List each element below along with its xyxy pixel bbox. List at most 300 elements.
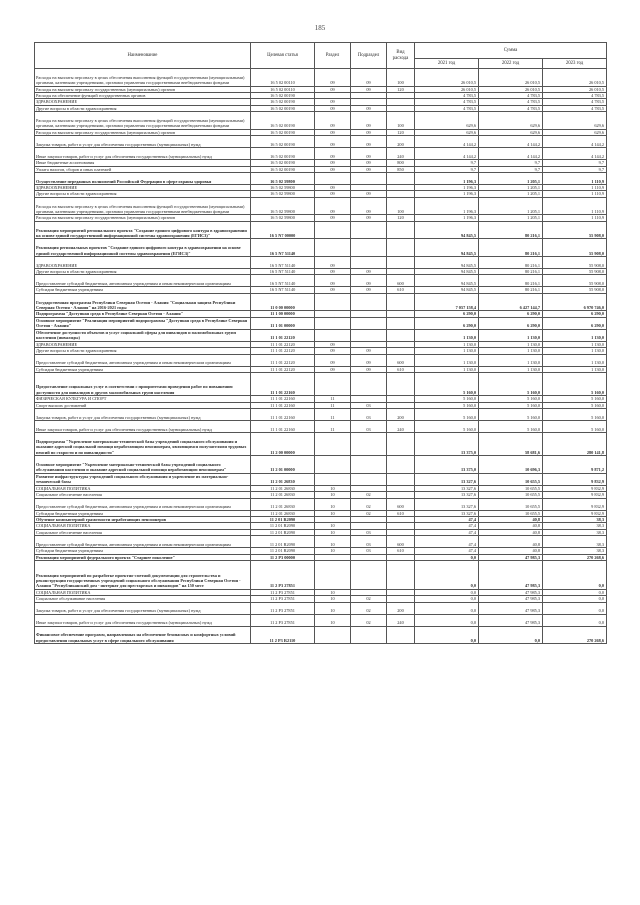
row-amount-2021: 94 845,5 bbox=[415, 275, 479, 287]
table-row bbox=[35, 614, 607, 626]
row-amount-2023: 6 970 746,0 bbox=[543, 293, 607, 311]
row-amount-2021: 1 196,3 bbox=[415, 185, 479, 191]
row-subsection: 02 bbox=[351, 510, 387, 516]
row-expense-type: 610 bbox=[387, 366, 415, 372]
row-subsection bbox=[351, 173, 387, 185]
row-amount-2021: 4 783,5 bbox=[415, 99, 479, 105]
row-name: Предоставление субсидий бюджетным, автономным учреждениям и иным некоммерческим организациям bbox=[35, 354, 251, 366]
row-amount-2022: 1 205,1 bbox=[479, 197, 543, 215]
row-amount-2023: 9,7 bbox=[543, 160, 607, 166]
row-section bbox=[315, 626, 351, 644]
row-expense-type bbox=[387, 433, 415, 456]
row-amount-2023: 0,0 bbox=[543, 602, 607, 614]
row-amount-2022: 5 160,0 bbox=[479, 409, 543, 421]
row-target-code: 11 1 01 22120 bbox=[251, 348, 315, 354]
table-row bbox=[35, 197, 607, 215]
row-amount-2022: 10 696,3 bbox=[479, 456, 543, 474]
row-subsection: 09 bbox=[351, 354, 387, 366]
row-expense-type: 100 bbox=[387, 197, 415, 215]
row-name: Расходы на выплаты персоналу государственных (муниципальных) органов bbox=[35, 215, 251, 221]
row-amount-2022: 5 160,0 bbox=[479, 373, 543, 396]
row-name: Субсидии бюджетным учреждениям bbox=[35, 510, 251, 516]
row-name: Обеспечение доступности объектов и услуг социальной сферы для инвалидов и маломобильных групп населения (инвалиды) bbox=[35, 329, 251, 341]
row-amount-2022: 10 655,5 bbox=[479, 492, 543, 498]
row-amount-2022: 5 160,0 bbox=[479, 421, 543, 433]
row-subsection bbox=[351, 373, 387, 396]
row-amount-2022: 5 160,0 bbox=[479, 402, 543, 408]
row-target-code: 16 5 N7 51140 bbox=[251, 269, 315, 275]
row-amount-2022: 40,8 bbox=[479, 523, 543, 529]
row-target-code: 16 5 N7 51140 bbox=[251, 239, 315, 257]
row-amount-2022: 629,6 bbox=[479, 129, 543, 135]
row-name: Иные закупки товаров, работ и услуг для обеспечения государственных (муниципальных) нужд bbox=[35, 614, 251, 626]
row-amount-2021: 94 845,5 bbox=[415, 257, 479, 269]
row-amount-2023: 9 832,9 bbox=[543, 510, 607, 516]
row-name: Другие вопросы в области здравоохранения bbox=[35, 348, 251, 354]
row-amount-2022: 47 985,3 bbox=[479, 589, 543, 595]
row-amount-2023: 6 290,0 bbox=[543, 311, 607, 317]
row-subsection: 02 bbox=[351, 596, 387, 602]
row-subsection bbox=[351, 433, 387, 456]
row-amount-2023: 55 908,0 bbox=[543, 257, 607, 269]
row-name: Закупка товаров, работ и услуг для обеспечения государственных (муниципальных) нужд bbox=[35, 602, 251, 614]
row-amount-2021: 7 057 158,4 bbox=[415, 293, 479, 311]
row-amount-2021: 0,0 bbox=[415, 614, 479, 626]
row-section: 09 bbox=[315, 86, 351, 92]
row-amount-2021: 13 327,6 bbox=[415, 492, 479, 498]
row-section: 09 bbox=[315, 275, 351, 287]
row-amount-2021: 1 196,3 bbox=[415, 215, 479, 221]
row-amount-2022: 0,0 bbox=[479, 626, 543, 644]
row-amount-2023: 6 290,0 bbox=[543, 317, 607, 329]
page-number: 185 bbox=[314, 24, 326, 32]
row-amount-2023: 0,0 bbox=[543, 596, 607, 602]
row-name: Предоставление субсидий бюджетным, автономным учреждениям и иным некоммерческим организациям bbox=[35, 275, 251, 287]
row-target-code: 11 2 01 26830 bbox=[251, 510, 315, 516]
table-row bbox=[35, 69, 607, 87]
row-expense-type bbox=[387, 626, 415, 644]
row-amount-2021: 1 130,0 bbox=[415, 366, 479, 372]
table-row bbox=[35, 456, 607, 474]
row-amount-2022: 10 655,5 bbox=[479, 485, 543, 491]
row-target-code: 11 2 01 R2090 bbox=[251, 536, 315, 548]
row-name: Реализация мероприятий федерального проекта "Старшее поколение" bbox=[35, 554, 251, 560]
row-amount-2022: 1 130,0 bbox=[479, 329, 543, 341]
row-target-code: 11 2 01 R2090 bbox=[251, 517, 315, 523]
row-amount-2021: 94 845,5 bbox=[415, 221, 479, 239]
row-expense-type: 200 bbox=[387, 136, 415, 148]
row-expense-type: 120 bbox=[387, 129, 415, 135]
row-section: 11 bbox=[315, 409, 351, 421]
row-amount-2021: 1 130,0 bbox=[415, 354, 479, 366]
row-amount-2022: 1 205,1 bbox=[479, 215, 543, 221]
row-expense-type bbox=[387, 561, 415, 590]
table-row bbox=[35, 498, 607, 510]
row-target-code: 11 2 P3 00000 bbox=[251, 554, 315, 560]
row-amount-2021: 26 010,5 bbox=[415, 69, 479, 87]
row-expense-type: 240 bbox=[387, 148, 415, 160]
row-amount-2022: 1 130,0 bbox=[479, 354, 543, 366]
row-amount-2022: 47 985,3 bbox=[479, 614, 543, 626]
row-name: Субсидии бюджетным учреждениям bbox=[35, 287, 251, 293]
row-section bbox=[315, 561, 351, 590]
row-amount-2021: 13 327,6 bbox=[415, 473, 479, 485]
row-section: 09 bbox=[315, 269, 351, 275]
row-amount-2021: 47,4 bbox=[415, 536, 479, 548]
row-amount-2022: 6 290,0 bbox=[479, 311, 543, 317]
row-subsection: 09 bbox=[351, 69, 387, 87]
row-amount-2022: 9,7 bbox=[479, 166, 543, 172]
row-amount-2022: 5 160,0 bbox=[479, 396, 543, 402]
row-amount-2022: 47 985,3 bbox=[479, 561, 543, 590]
row-amount-2023: 38,3 bbox=[543, 548, 607, 554]
row-amount-2023: 9 832,9 bbox=[543, 498, 607, 510]
row-amount-2021: 4 144,2 bbox=[415, 136, 479, 148]
row-amount-2022: 40,8 bbox=[479, 529, 543, 535]
row-amount-2023: 629,6 bbox=[543, 129, 607, 135]
row-section bbox=[315, 239, 351, 257]
row-expense-type bbox=[387, 456, 415, 474]
row-target-code: 11 2 01 R2090 bbox=[251, 529, 315, 535]
row-amount-2022: 80 216,1 bbox=[479, 239, 543, 257]
row-target-code: 11 1 01 22160 bbox=[251, 373, 315, 396]
row-target-code: 11 0 00 00000 bbox=[251, 293, 315, 311]
row-section bbox=[315, 317, 351, 329]
row-name: ФИЗИЧЕСКАЯ КУЛЬТУРА И СПОРТ bbox=[35, 396, 251, 402]
row-amount-2022: 40,8 bbox=[479, 517, 543, 523]
row-section: 09 bbox=[315, 148, 351, 160]
row-amount-2023: 0,0 bbox=[543, 589, 607, 595]
row-amount-2023: 38,3 bbox=[543, 529, 607, 535]
row-target-code: 16 5 N7 51140 bbox=[251, 275, 315, 287]
row-target-code: 16 5 02 00190 bbox=[251, 136, 315, 148]
row-amount-2022: 6 290,0 bbox=[479, 317, 543, 329]
row-amount-2023: 1 110,9 bbox=[543, 185, 607, 191]
row-target-code: 11 2 01 26830 bbox=[251, 492, 315, 498]
row-expense-type: 600 bbox=[387, 354, 415, 366]
row-name: ЗДРАВООХРАНЕНИЕ bbox=[35, 185, 251, 191]
row-name: Иные закупки товаров, работ и услуг для обеспечения государственных (муниципальных) нужд bbox=[35, 148, 251, 160]
row-subsection: 09 bbox=[351, 348, 387, 354]
row-amount-2021: 47,4 bbox=[415, 548, 479, 554]
row-amount-2021: 13 327,6 bbox=[415, 498, 479, 510]
row-section: 10 bbox=[315, 485, 351, 491]
row-amount-2021: 47,4 bbox=[415, 529, 479, 535]
row-subsection: 09 bbox=[351, 215, 387, 221]
row-target-code: 16 5 N7 51140 bbox=[251, 287, 315, 293]
row-amount-2023: 38,3 bbox=[543, 523, 607, 529]
row-section bbox=[315, 433, 351, 456]
row-amount-2021: 1 196,3 bbox=[415, 191, 479, 197]
row-target-code: 16 5 02 59800 bbox=[251, 185, 315, 191]
row-amount-2023: 55 908,0 bbox=[543, 269, 607, 275]
row-amount-2021: 4 144,2 bbox=[415, 148, 479, 160]
row-section: 11 bbox=[315, 396, 351, 402]
row-amount-2021: 0,0 bbox=[415, 589, 479, 595]
row-target-code: 11 2 P3 27851 bbox=[251, 602, 315, 614]
row-target-code: 16 5 02 59800 bbox=[251, 173, 315, 185]
row-target-code: 16 5 02 00190 bbox=[251, 129, 315, 135]
row-section: 09 bbox=[315, 185, 351, 191]
row-section: 09 bbox=[315, 366, 351, 372]
row-section: 10 bbox=[315, 523, 351, 529]
row-section: 09 bbox=[315, 105, 351, 111]
row-section: 09 bbox=[315, 287, 351, 293]
row-amount-2023: 55 908,0 bbox=[543, 275, 607, 287]
row-name: Финансовое обеспечение программ, направленных на обеспечение безопасных и комфортных условий предоставления социальных услуг в сфере социального обслуживания bbox=[35, 626, 251, 644]
row-section: 09 bbox=[315, 257, 351, 269]
row-amount-2022: 58 681,6 bbox=[479, 433, 543, 456]
row-amount-2023: 0,0 bbox=[543, 561, 607, 590]
row-amount-2021: 47,4 bbox=[415, 517, 479, 523]
row-section: 10 bbox=[315, 602, 351, 614]
row-subsection bbox=[351, 626, 387, 644]
row-amount-2021: 6 290,0 bbox=[415, 317, 479, 329]
row-name: Расходы на выплаты персоналу государственных (муниципальных) органов bbox=[35, 86, 251, 92]
row-amount-2022: 4 144,2 bbox=[479, 148, 543, 160]
row-name: Расходы на выплаты персоналу в целях обеспечения выполнения функций государственными (муниципальными) органами, казенными учреждениями, органами управления государственными внебюджетными фондами bbox=[35, 69, 251, 87]
row-name: Расходы на выплаты персоналу в целях обеспечения выполнения функций государственными (муниципальными) органами, казенными учреждениями, органами управления государственными внебюджетными фондами bbox=[35, 112, 251, 130]
row-subsection bbox=[351, 221, 387, 239]
row-amount-2023: 629,6 bbox=[543, 112, 607, 130]
row-name: Предоставление субсидий бюджетным, автономным учреждениям и иным некоммерческим организациям bbox=[35, 498, 251, 510]
row-name: Реализация мероприятий по разработке проектно-сметной документации для строительства и реконструкции государственных учреждений социального обслуживания Республики Северная Осетия - Алания "Республиканский дом - интернат для престарелых и инвалидов" на 150 мест bbox=[35, 561, 251, 590]
table-row bbox=[35, 221, 607, 239]
row-amount-2021: 94 845,5 bbox=[415, 287, 479, 293]
row-target-code: 11 2 01 26830 bbox=[251, 498, 315, 510]
row-target-code: 16 5 02 00190 bbox=[251, 166, 315, 172]
row-target-code: 16 5 02 00190 bbox=[251, 148, 315, 160]
row-subsection: 09 bbox=[351, 86, 387, 92]
row-expense-type: 610 bbox=[387, 287, 415, 293]
row-amount-2022: 26 010,5 bbox=[479, 86, 543, 92]
table-row bbox=[35, 293, 607, 311]
row-amount-2021: 4 783,5 bbox=[415, 105, 479, 111]
row-section bbox=[315, 173, 351, 185]
row-amount-2021: 13 327,6 bbox=[415, 485, 479, 491]
row-section: 10 bbox=[315, 548, 351, 554]
row-section: 10 bbox=[315, 596, 351, 602]
row-amount-2022: 80 216,1 bbox=[479, 257, 543, 269]
row-target-code: 11 1 01 00000 bbox=[251, 317, 315, 329]
table-row bbox=[35, 561, 607, 590]
row-amount-2022: 1 130,0 bbox=[479, 341, 543, 347]
row-amount-2021: 13 375,0 bbox=[415, 456, 479, 474]
row-name: Субсидии бюджетным учреждениям bbox=[35, 366, 251, 372]
row-name: ЗДРАВООХРАНЕНИЕ bbox=[35, 341, 251, 347]
row-target-code: 11 2 P3 R2110 bbox=[251, 626, 315, 644]
row-amount-2021: 9,7 bbox=[415, 166, 479, 172]
table-row bbox=[35, 536, 607, 548]
row-expense-type bbox=[387, 293, 415, 311]
row-expense-type: 240 bbox=[387, 614, 415, 626]
row-subsection bbox=[351, 329, 387, 341]
row-amount-2022: 1 130,0 bbox=[479, 366, 543, 372]
row-target-code: 16 5 N7 51140 bbox=[251, 257, 315, 269]
row-subsection: 02 bbox=[351, 492, 387, 498]
row-name: Спорт высших достижений bbox=[35, 402, 251, 408]
row-amount-2023: 1 130,0 bbox=[543, 329, 607, 341]
row-subsection: 02 bbox=[351, 498, 387, 510]
row-amount-2022: 80 216,1 bbox=[479, 221, 543, 239]
row-section: 10 bbox=[315, 492, 351, 498]
row-amount-2022: 80 216,1 bbox=[479, 275, 543, 287]
table-body bbox=[35, 69, 607, 644]
row-target-code: 11 1 01 22120 bbox=[251, 366, 315, 372]
row-subsection: 09 bbox=[351, 197, 387, 215]
row-amount-2021: 47,4 bbox=[415, 523, 479, 529]
row-expense-type: 200 bbox=[387, 602, 415, 614]
header-subsection: Подраздел bbox=[351, 43, 387, 69]
row-name: Социальное обеспечение населения bbox=[35, 529, 251, 535]
row-amount-2022: 9,7 bbox=[479, 160, 543, 166]
row-expense-type: 600 bbox=[387, 536, 415, 548]
row-subsection: 03 bbox=[351, 402, 387, 408]
row-amount-2021: 1 130,0 bbox=[415, 341, 479, 347]
row-section: 09 bbox=[315, 215, 351, 221]
row-amount-2021: 13 327,6 bbox=[415, 510, 479, 516]
row-amount-2023: 55 908,0 bbox=[543, 221, 607, 239]
table-row bbox=[35, 409, 607, 421]
row-expense-type bbox=[387, 221, 415, 239]
row-amount-2021: 0,0 bbox=[415, 596, 479, 602]
row-expense-type: 100 bbox=[387, 112, 415, 130]
row-name: Подпрограмма "Укрепление материально-технической базы учреждений социального обслуживания и оказание адресной социальной помощи неработающим пенсионерам, являющимся получателями трудовых пенсий по старости и по инвалидности" bbox=[35, 433, 251, 456]
row-name: ЗДРАВООХРАНЕНИЕ bbox=[35, 99, 251, 105]
row-amount-2022: 40,8 bbox=[479, 536, 543, 548]
row-expense-type bbox=[387, 317, 415, 329]
row-amount-2021: 5 160,0 bbox=[415, 421, 479, 433]
row-section: 09 bbox=[315, 354, 351, 366]
row-name: Расходы на выплаты персоналу в целях обеспечения выполнения функций государственными (муниципальными) органами, казенными учреждениями, органами управления государственными внебюджетными фондами bbox=[35, 197, 251, 215]
row-name: Уплата налогов, сборов и иных платежей bbox=[35, 166, 251, 172]
row-amount-2023: 4 144,2 bbox=[543, 136, 607, 148]
row-amount-2023: 4 783,5 bbox=[543, 93, 607, 99]
row-target-code: 11 2 01 26830 bbox=[251, 473, 315, 485]
row-target-code: 16 5 02 00110 bbox=[251, 69, 315, 87]
row-subsection: 09 bbox=[351, 136, 387, 148]
row-subsection bbox=[351, 456, 387, 474]
row-amount-2021: 629,6 bbox=[415, 129, 479, 135]
row-amount-2023: 1 130,0 bbox=[543, 341, 607, 347]
row-amount-2022: 1 130,0 bbox=[479, 348, 543, 354]
table-row bbox=[35, 329, 607, 341]
row-amount-2022: 47 985,3 bbox=[479, 554, 543, 560]
budget-document bbox=[34, 42, 606, 644]
table-row bbox=[35, 421, 607, 433]
header-sum: Сумма bbox=[415, 43, 607, 59]
row-name: Социальное обслуживание населения bbox=[35, 596, 251, 602]
row-amount-2021: 5 160,0 bbox=[415, 396, 479, 402]
row-target-code: 11 1 01 22120 bbox=[251, 354, 315, 366]
row-amount-2023: 1 130,0 bbox=[543, 348, 607, 354]
row-expense-type: 200 bbox=[387, 409, 415, 421]
row-amount-2023: 26 010,5 bbox=[543, 69, 607, 87]
row-name: Расходы на обеспечение функций государственных органов bbox=[35, 93, 251, 99]
row-amount-2022: 80 216,1 bbox=[479, 287, 543, 293]
row-target-code: 16 5 02 00190 bbox=[251, 105, 315, 111]
row-subsection bbox=[351, 257, 387, 269]
row-amount-2023: 55 908,0 bbox=[543, 239, 607, 257]
row-amount-2021: 1 130,0 bbox=[415, 348, 479, 354]
row-name: Субсидии бюджетным учреждениям bbox=[35, 548, 251, 554]
row-amount-2023: 1 130,0 bbox=[543, 354, 607, 366]
row-amount-2023: 280 141,8 bbox=[543, 433, 607, 456]
row-section: 09 bbox=[315, 191, 351, 197]
table-row bbox=[35, 173, 607, 185]
row-section bbox=[315, 473, 351, 485]
row-expense-type: 120 bbox=[387, 215, 415, 221]
row-name: Основное мероприятие "Реализация мероприятий подпрограммы "Доступная среда в Республике Северная Осетия - Алания" bbox=[35, 317, 251, 329]
row-section bbox=[315, 373, 351, 396]
row-amount-2022: 4 783,5 bbox=[479, 99, 543, 105]
row-amount-2023: 4 144,2 bbox=[543, 148, 607, 160]
table-row bbox=[35, 239, 607, 257]
row-amount-2022: 40,8 bbox=[479, 548, 543, 554]
row-target-code: 11 2 01 00000 bbox=[251, 456, 315, 474]
row-subsection: 09 bbox=[351, 160, 387, 166]
row-amount-2021: 0,0 bbox=[415, 561, 479, 590]
row-amount-2022: 1 205,1 bbox=[479, 185, 543, 191]
row-subsection: 03 bbox=[351, 409, 387, 421]
row-section: 10 bbox=[315, 498, 351, 510]
row-amount-2021: 1 196,3 bbox=[415, 197, 479, 215]
row-expense-type: 600 bbox=[387, 498, 415, 510]
row-amount-2021: 1 196,3 bbox=[415, 173, 479, 185]
row-name: Реализация мероприятий регионального проекта "Создание единого цифрового контура в здравоохранении на основе единой государственной информационной системы здравоохранения (ЕГИСЗ)" bbox=[35, 221, 251, 239]
budget-table bbox=[34, 42, 607, 644]
row-target-code: 11 2 01 R2090 bbox=[251, 548, 315, 554]
row-section: 09 bbox=[315, 341, 351, 347]
row-subsection bbox=[351, 317, 387, 329]
row-amount-2023: 0,0 bbox=[543, 614, 607, 626]
row-target-code: 16 5 02 59800 bbox=[251, 215, 315, 221]
row-expense-type: 120 bbox=[387, 86, 415, 92]
row-subsection: 09 bbox=[351, 166, 387, 172]
row-target-code: 11 1 01 22120 bbox=[251, 341, 315, 347]
row-amount-2023: 1 110,9 bbox=[543, 197, 607, 215]
row-amount-2023: 9 832,9 bbox=[543, 473, 607, 485]
row-section: 10 bbox=[315, 529, 351, 535]
row-section: 10 bbox=[315, 614, 351, 626]
row-amount-2021: 0,0 bbox=[415, 554, 479, 560]
row-amount-2021: 0,0 bbox=[415, 602, 479, 614]
row-section: 09 bbox=[315, 112, 351, 130]
row-amount-2023: 1 110,9 bbox=[543, 173, 607, 185]
row-expense-type bbox=[387, 173, 415, 185]
row-amount-2021: 4 783,5 bbox=[415, 93, 479, 99]
row-subsection: 09 bbox=[351, 287, 387, 293]
row-section: 09 bbox=[315, 348, 351, 354]
row-name: Иные закупки товаров, работ и услуг для обеспечения государственных (муниципальных) нужд bbox=[35, 421, 251, 433]
row-amount-2023: 55 908,0 bbox=[543, 287, 607, 293]
row-amount-2021: 94 845,5 bbox=[415, 239, 479, 257]
row-amount-2022: 10 655,5 bbox=[479, 510, 543, 516]
row-section bbox=[315, 221, 351, 239]
row-name: Осуществление переданных полномочий Российской Федерации в сфере охраны здоровья bbox=[35, 173, 251, 185]
row-section: 09 bbox=[315, 129, 351, 135]
row-expense-type bbox=[387, 473, 415, 485]
row-amount-2023: 1 130,0 bbox=[543, 366, 607, 372]
row-amount-2023: 5 160,0 bbox=[543, 396, 607, 402]
header-code: Целевая статья bbox=[251, 43, 315, 69]
row-amount-2022: 1 205,1 bbox=[479, 191, 543, 197]
row-subsection: 09 bbox=[351, 269, 387, 275]
row-name: Социальное обеспечение населения bbox=[35, 492, 251, 498]
row-amount-2022: 26 010,5 bbox=[479, 69, 543, 87]
row-name: Подпрограмма "Доступная среда в Республике Северная Осетия - Алания" bbox=[35, 311, 251, 317]
row-amount-2022: 4 783,5 bbox=[479, 93, 543, 99]
